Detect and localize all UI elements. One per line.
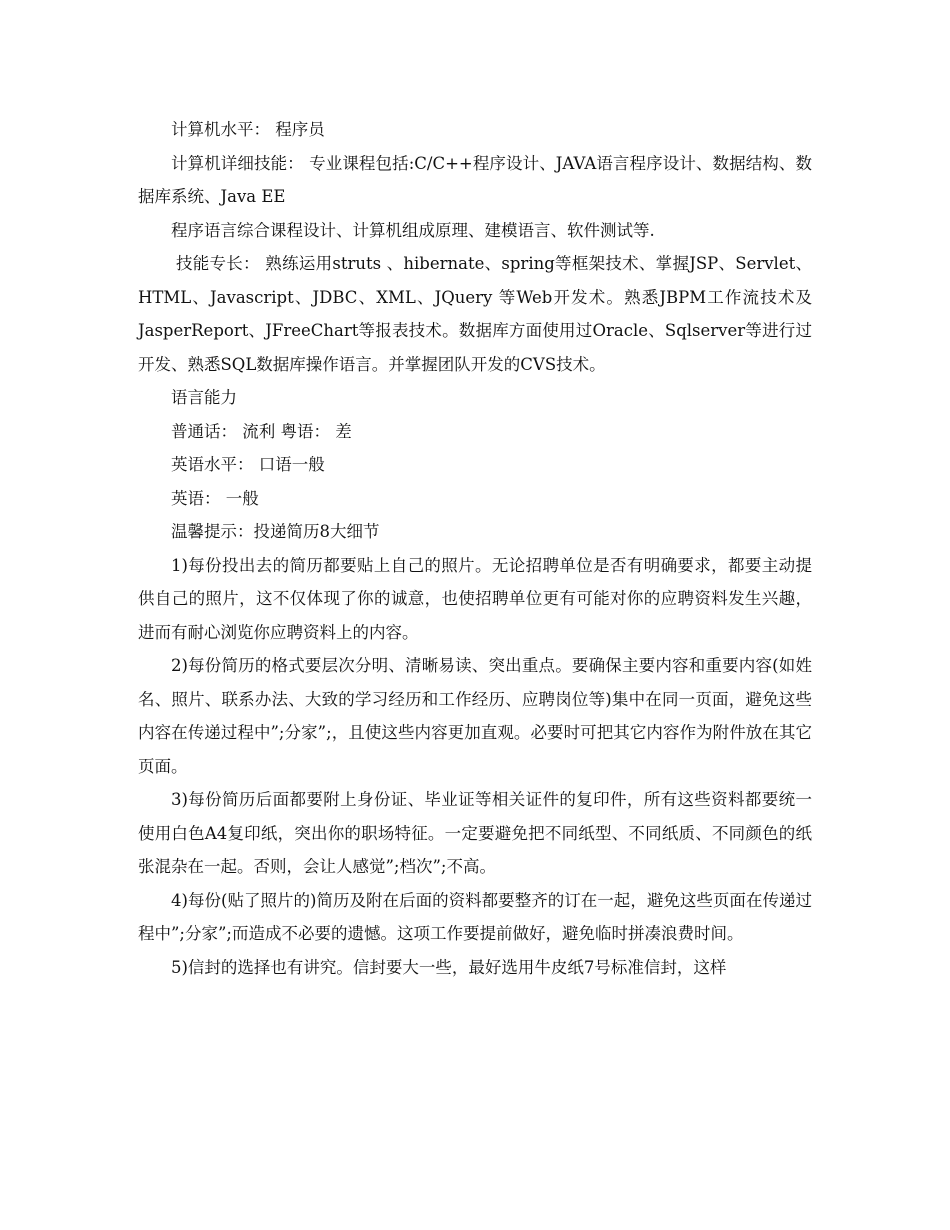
paragraph-mandarin-cantonese: 普通话： 流利 粤语： 差 bbox=[171, 421, 352, 441]
paragraph-course-design: 程序语言综合课程设计、计算机组成原理、建模语言、软件测试等. bbox=[171, 220, 655, 240]
paragraph-tip-2: 2)每份简历的格式要层次分明、清晰易读、突出重点。要确保主要内容和重要内容(如姓名、照片、联系办法、大致的学习经历和工作经历、应聘岗位等)集中在同一页面，避免这些内容在传递过程中”;分家”;，且使这些内容更加直观。必要时可把其它内容作为附件放在其它页面。 bbox=[138, 656, 812, 776]
document-body bbox=[138, 113, 812, 984]
paragraph-tip-5: 5)信封的选择也有讲究。信封要大一些，最好选用牛皮纸7号标准信封，这样 bbox=[171, 957, 727, 977]
paragraph-skill-specialty: 技能专长： 熟练运用struts 、hibernate、spring等框架技术、掌握JSP、Servlet、HTML、Javascript、JDBC、XML、JQuery 等Web开发术。熟悉JBPM工作流技术及JasperReport、JFreeChart等报表技术。数据库方面使用过Oracle、Sqlserver等进行过开发、熟悉SQL数据库操作语言。并掌握团队开发的CVS技术。 bbox=[138, 254, 812, 374]
paragraph-language-ability: 语言能力 bbox=[171, 388, 237, 407]
paragraph-tip-1: 1)每份投出去的简历都要贴上自己的照片。无论招聘单位是否有明确要求，都要主动提供自己的照片，这不仅体现了你的诚意，也使招聘单位更有可能对你的应聘资料发生兴趣，进而有耐心浏览你应聘资料上的内容。 bbox=[138, 555, 812, 642]
paragraph-computer-level: 计算机水平： 程序员 bbox=[171, 120, 325, 139]
paragraph-tips-title: 温馨提示：投递简历8大细节 bbox=[171, 522, 380, 541]
paragraph-english: 英语： 一般 bbox=[171, 488, 259, 508]
paragraph-english-level: 英语水平： 口语一般 bbox=[171, 455, 325, 474]
paragraph-tip-4: 4)每份(贴了照片的)简历及附在后面的资料都要整齐的订在一起，避免这些页面在传递过程中”;分家”;而造成不必要的遗憾。这项工作要提前做好，避免临时拼凑浪费时间。 bbox=[138, 890, 812, 943]
paragraph-computer-skills: 计算机详细技能： 专业课程包括:C/C++程序设计、JAVA语言程序设计、数据结构、数据库系统、Java EE bbox=[138, 153, 812, 206]
paragraph-tip-3: 3)每份简历后面都要附上身份证、毕业证等相关证件的复印件，所有这些资料都要统一使用白色A4复印纸，突出你的职场特征。一定要避免把不同纸型、不同纸质、不同颜色的纸张混杂在一起。否则，会让人感觉”;档次”;不高。 bbox=[138, 790, 812, 876]
